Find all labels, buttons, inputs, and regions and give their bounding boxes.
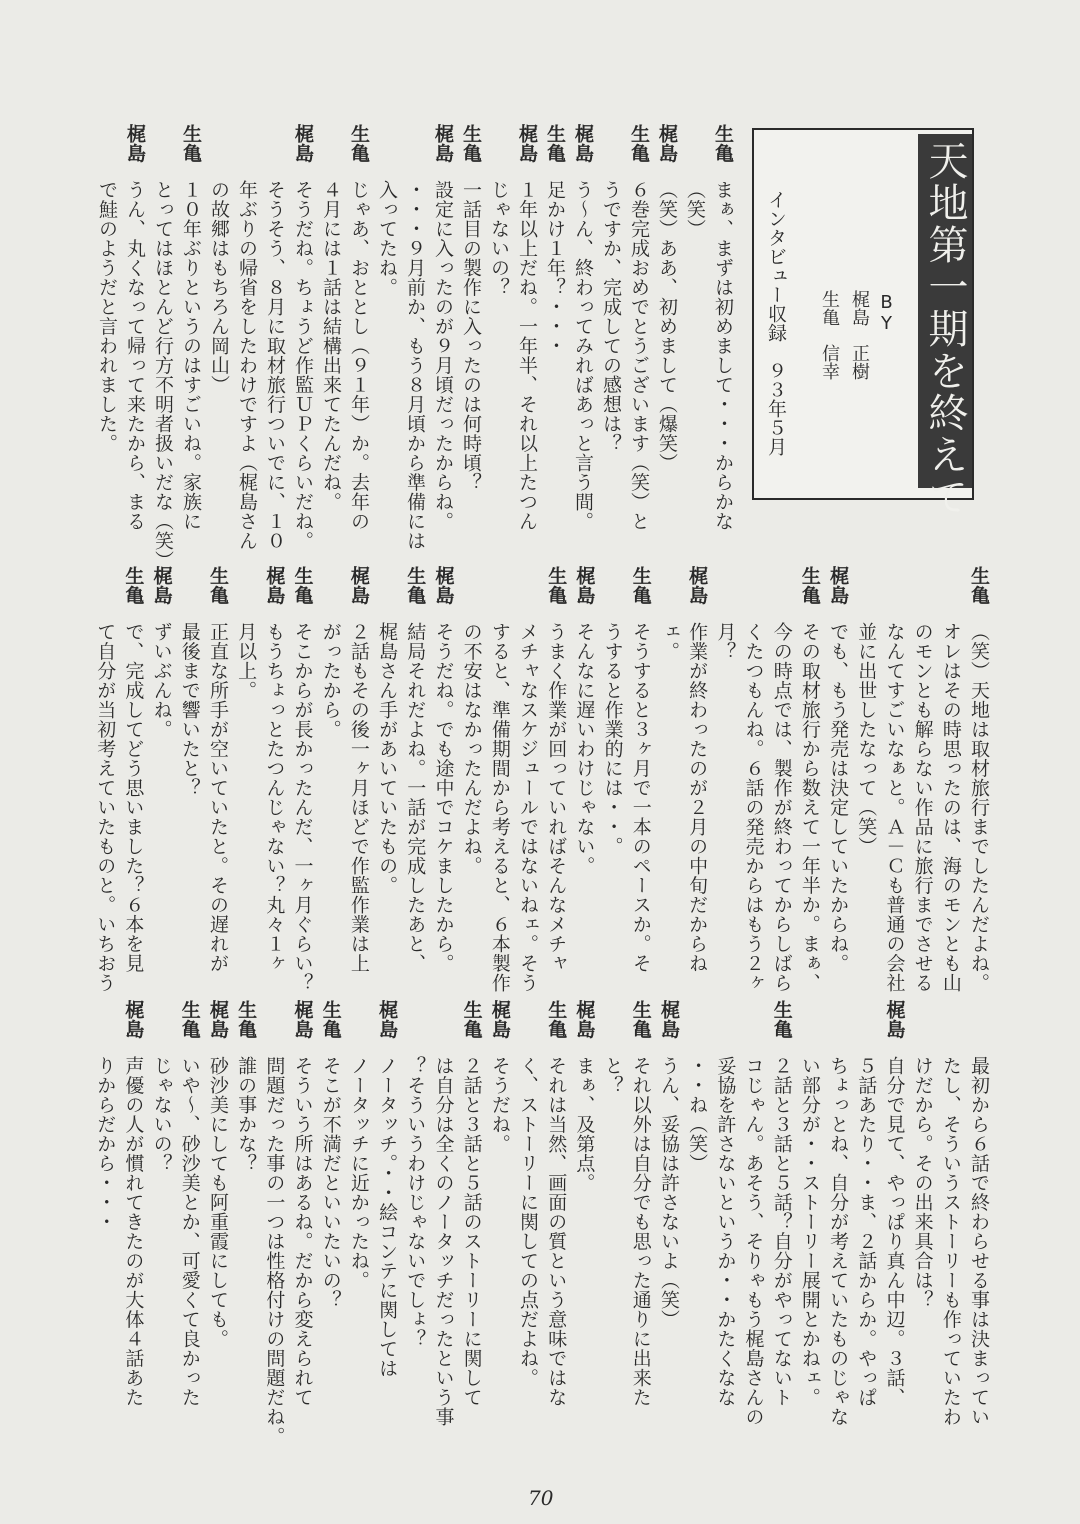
dialogue-line	[654, 124, 682, 570]
dialogue-line	[346, 566, 374, 993]
line-text: の不安はなかったんだよね。	[460, 622, 483, 876]
dialogue-line	[797, 566, 825, 993]
page-title: 天地第一期を終えて	[918, 134, 972, 488]
speaker-label: 梶島	[516, 124, 538, 163]
line-text: 誰の事かな？	[235, 1056, 258, 1173]
line-text: 結局それだよね。一話が完成したあと、	[404, 622, 427, 973]
dialogue-line	[486, 124, 514, 570]
dialogue-line	[261, 566, 289, 993]
line-text: ノータッチに近かったね。	[347, 1056, 370, 1290]
dialogue-line	[628, 566, 656, 993]
dialogue-line	[515, 566, 543, 993]
speaker-label: 生亀	[460, 124, 482, 163]
dialogue-line	[290, 124, 318, 570]
speaker-label: 生亀	[544, 124, 566, 163]
line-text: じゃないの？	[150, 1056, 173, 1173]
line-text: 月以上。	[235, 622, 258, 700]
dialogue-block-3	[92, 1000, 994, 1446]
dialogue-line	[402, 566, 430, 993]
line-text: ノータッチ。・・絵コンテに関しては	[376, 1056, 399, 1378]
dialogue-line	[570, 124, 598, 570]
line-text: まぁ、まずは初めまして・・・からかな	[712, 180, 734, 531]
dialogue-line	[712, 1000, 740, 1446]
line-text: とってはほとんど行方不明者扱いだな（笑）	[152, 180, 174, 570]
line-text: 梶島さん手があいていたもの。	[376, 622, 399, 895]
line-text: いや～、砂沙美とか、可愛くて良かった	[178, 1056, 201, 1407]
speaker-label: 梶島	[656, 124, 678, 163]
line-text: １０年ぶりというのはすごいね。家族に	[180, 180, 202, 531]
line-text: ５話あたり・・ま、２話からか。やっぱ	[855, 1056, 878, 1407]
dialogue-line	[148, 566, 176, 993]
speaker-label: 梶島	[150, 566, 173, 605]
dialogue-line	[853, 1000, 881, 1446]
dialogue-line	[430, 566, 458, 993]
line-text: ・・ね（笑）	[686, 1056, 709, 1173]
dialogue-line	[234, 124, 262, 570]
line-text: うん、妥協は許さないよ（笑）	[657, 1056, 680, 1329]
dialogue-line	[346, 1000, 374, 1446]
dialogue-line	[120, 566, 148, 993]
line-text: そういう所はあるね。だから変えられて	[291, 1056, 314, 1407]
line-text: 最後まで響いたと？	[178, 622, 201, 798]
line-text: て自分が当初考えていたものと。いちおう	[94, 622, 117, 993]
dialogue-line	[656, 1000, 684, 1446]
line-text: の故郷はもちろん岡山）	[208, 180, 230, 395]
line-text: すると、準備期間から考えると、６本製作	[488, 622, 511, 993]
dialogue-block-1	[94, 124, 738, 570]
dialogue-line	[92, 1000, 120, 1446]
line-text: メチャなスケジュールではないねェ。そう	[517, 622, 539, 993]
line-text: そこが不満だといいたいの？	[319, 1056, 342, 1310]
line-text: 最初から６話で終わらせる事は決まってい	[968, 1056, 990, 1427]
dialogue-line	[909, 1000, 937, 1446]
line-text: 一話目の製作に入ったのは何時頃？	[460, 180, 482, 492]
dialogue-line	[148, 1000, 176, 1446]
dialogue-line	[233, 1000, 261, 1446]
dialogue-line	[515, 1000, 543, 1446]
speaker-label: 生亀	[460, 1000, 483, 1039]
speaker-label: 梶島	[827, 566, 850, 605]
dialogue-line	[318, 1000, 346, 1446]
line-text: じゃあ、おととし（９１年）か。去年の	[348, 180, 370, 531]
line-text: と？	[601, 1056, 624, 1095]
speaker-label: 梶島	[573, 566, 596, 605]
line-text: で、完成してどう思いました？６本を見	[122, 622, 145, 973]
line-text: うすると作業的には・・。	[601, 622, 624, 856]
dialogue-line	[514, 124, 542, 570]
speaker-label: 生亀	[348, 124, 370, 163]
line-text: くたつもんね。６話の発売からはもう２ヶ	[742, 622, 765, 993]
line-text: まぁ、及第点。	[573, 1056, 596, 1193]
line-text: そんなに遅いわけじゃない。	[573, 622, 596, 876]
line-text: ４月には１話は結構出来てたんだね。	[320, 180, 342, 512]
dialogue-line	[150, 124, 178, 570]
speaker-label: 生亀	[235, 1000, 258, 1039]
dialogue-line	[402, 1000, 430, 1446]
line-text: ・・・９月前か、もう８月頃から準備には	[404, 180, 426, 551]
speaker-label: 梶島	[124, 124, 146, 163]
line-text: 入ってたね。	[376, 180, 398, 297]
line-text: 声優の人が慣れてきたのが大体４話あた	[122, 1056, 145, 1407]
line-text: 足かけ１年？・・・	[544, 180, 566, 356]
line-text: 問題だった事の一つは性格付けの問題だね。	[263, 1056, 286, 1446]
by-label: BY	[876, 292, 897, 334]
line-text: そうだね。ちょうど作監ＵＰくらいだね。	[292, 180, 314, 551]
dialogue-line	[289, 566, 317, 993]
dialogue-line	[571, 1000, 599, 1446]
dialogue-line	[206, 124, 234, 570]
speaker-label: 梶島	[432, 124, 454, 163]
page-number: 70	[528, 1486, 554, 1510]
speaker-label: 生亀	[628, 124, 650, 163]
speaker-label: 生亀	[291, 566, 314, 605]
line-text: そうすると３ヶ月で一本のペースか。そ	[629, 622, 652, 973]
speaker-label: 梶島	[291, 1000, 314, 1039]
line-text: けだから。その出来具合は？	[911, 1056, 934, 1310]
line-text: １年以上だね。一年半、それ以上たつん	[516, 180, 538, 531]
line-text: うん、丸くなって帰って来たから、まる	[124, 180, 146, 531]
dialogue-line	[656, 566, 684, 993]
dialogue-line	[712, 566, 740, 993]
dialogue-line	[487, 566, 515, 993]
speaker-label: 生亀	[404, 566, 427, 605]
dialogue-line	[684, 1000, 712, 1446]
dialogue-line	[682, 124, 710, 570]
dialogue-line	[909, 566, 937, 993]
dialogue-line	[262, 124, 290, 570]
dialogue-line	[797, 1000, 825, 1446]
line-text: コじゃん。あそう、そりゃもう梶島さんの	[742, 1056, 765, 1427]
speaker-label: 梶島	[488, 1000, 511, 1039]
line-text: その取材旅行から数えて一年半か。まぁ、	[798, 622, 821, 993]
dialogue-line	[825, 1000, 853, 1446]
dialogue-line	[374, 1000, 402, 1446]
line-text: ２話と３話と５話？自分がやってないト	[770, 1056, 793, 1407]
speaker-label: 梶島	[376, 1000, 399, 1039]
dialogue-line	[769, 566, 797, 993]
speaker-label: 梶島	[432, 566, 455, 605]
dialogue-line	[853, 566, 881, 993]
speaker-label: 梶島	[573, 1000, 596, 1039]
dialogue-line	[599, 566, 627, 993]
line-text: 砂沙美にしても阿重霞にしても。	[206, 1056, 229, 1349]
speaker-label: 生亀	[968, 566, 990, 605]
dialogue-line	[966, 1000, 994, 1446]
dialogue-line	[710, 124, 738, 570]
speaker-label: 梶島	[883, 1000, 906, 1039]
dialogue-line	[769, 1000, 797, 1446]
dialogue-line	[430, 1000, 458, 1446]
line-text: そうだね。でも途中でコケましたから。	[432, 622, 455, 973]
dialogue-line	[318, 566, 346, 993]
speaker-label: 生亀	[770, 1000, 793, 1039]
line-text: そこからが長かったんだ、一ヶ月ぐらい？	[291, 622, 314, 993]
line-text: たし、そういうストーリーも作っていたわ	[939, 1056, 962, 1427]
line-text: でも、もう発売は決定していたからね。	[827, 622, 850, 973]
speaker-label: 生亀	[180, 124, 202, 163]
dialogue-line	[374, 124, 402, 570]
dialogue-block-2	[92, 566, 994, 993]
dialogue-line	[938, 566, 966, 993]
dialogue-line	[205, 1000, 233, 1446]
dialogue-line	[120, 1000, 148, 1446]
line-text: ２話と３話と５話のストーリーに関して	[460, 1056, 483, 1407]
line-text: 妥協を許さないというか・・かたくなな	[714, 1056, 737, 1407]
dialogue-line	[122, 124, 150, 570]
line-text: じゃないの？	[488, 180, 510, 297]
line-text: ちょっとね、自分が考えていたものじゃな	[827, 1056, 850, 1427]
line-text: もうちょっとたつんじゃない？丸々１ヶ	[263, 622, 286, 973]
dialogue-line	[430, 124, 458, 570]
dialogue-line	[289, 1000, 317, 1446]
line-text: 今の時点では、製作が終わってからしばら	[770, 622, 793, 993]
speaker-label: 生亀	[545, 566, 568, 605]
line-text: は自分は全くのノータッチだったという事	[432, 1056, 455, 1427]
author-namekame: 生亀 信幸	[819, 290, 840, 380]
dialogue-line	[402, 124, 430, 570]
author-kajishima: 梶島 正樹	[849, 290, 870, 380]
dialogue-line	[543, 566, 571, 993]
line-text: ２話もその後一ヶ月ほどで作監作業は上	[347, 622, 370, 973]
dialogue-line	[938, 1000, 966, 1446]
line-text: （笑）天地は取材旅行までしたんだよね。	[968, 622, 990, 993]
speaker-label: 生亀	[319, 1000, 342, 1039]
speaker-label: 梶島	[206, 1000, 229, 1039]
line-text: ？そういうわけじゃないでしょ？	[404, 1056, 427, 1349]
line-text: そうそう、８月に取材旅行ついでに、１０	[264, 180, 286, 551]
speaker-label: 生亀	[712, 124, 734, 163]
speaker-label: 梶島	[292, 124, 314, 163]
speaker-label: 生亀	[206, 566, 229, 605]
speaker-label: 生亀	[629, 566, 652, 605]
speaker-label: 梶島	[347, 566, 370, 605]
dialogue-line	[177, 1000, 205, 1446]
dialogue-line	[178, 124, 206, 570]
line-text: 月？	[714, 622, 737, 661]
line-text: 正直な所手が空いていたと。その遅れが	[206, 622, 229, 973]
dialogue-line	[626, 124, 654, 570]
dialogue-line	[92, 566, 120, 993]
line-text: それは当然、画面の質という意味ではな	[545, 1056, 568, 1407]
dialogue-line	[543, 1000, 571, 1446]
dialogue-line	[571, 566, 599, 993]
speaker-label: 生亀	[798, 566, 821, 605]
line-text: う～ん、終わってみればあっと言う間。	[572, 180, 594, 531]
speaker-label: 梶島	[263, 566, 286, 605]
line-text: い部分が・・ストーリー展開とかねェ。	[798, 1056, 821, 1407]
line-text: うですか、完成しての感想は？	[600, 180, 622, 453]
dialogue-line	[740, 1000, 768, 1446]
line-text: 並に出世したなって（笑）	[855, 622, 878, 856]
dialogue-line	[374, 566, 402, 993]
line-text: オレはその時思ったのは、海のモンとも山	[939, 622, 962, 993]
dialogue-line	[458, 566, 486, 993]
speaker-label: 梶島	[572, 124, 594, 163]
dialogue-line	[318, 124, 346, 570]
line-text: 自分で見て、やっぱり真ん中辺。３話、	[883, 1056, 906, 1407]
dialogue-line	[966, 566, 994, 993]
line-text: なんてすごいなぁと。Ａ－Ｃも普通の会社	[883, 622, 906, 993]
speaker-label: 生亀	[122, 566, 145, 605]
dialogue-line	[94, 124, 122, 570]
line-text: （笑）	[684, 180, 706, 239]
dialogue-line	[881, 566, 909, 993]
dialogue-line	[205, 566, 233, 993]
dialogue-line	[599, 1000, 627, 1446]
dialogue-line	[825, 566, 853, 993]
dialogue-line	[261, 1000, 289, 1446]
dialogue-line	[881, 1000, 909, 1446]
line-text: そうだね。	[488, 1056, 511, 1154]
interview-date: インタビュー収録 ９３年５月	[765, 190, 787, 456]
line-text: うまく作業が回っていればそんなメチャ	[545, 622, 568, 973]
dialogue-line	[177, 566, 205, 993]
dialogue-line	[628, 1000, 656, 1446]
dialogue-line	[458, 124, 486, 570]
speaker-label: 生亀	[629, 1000, 652, 1039]
line-text: ６巻完成おめでとうございます（笑）と	[628, 180, 650, 531]
speaker-label: 梶島	[122, 1000, 145, 1039]
dialogue-line	[346, 124, 374, 570]
line-text: 年ぶりの帰省をしたわけですよ（梶島さん	[236, 180, 258, 551]
dialogue-line	[598, 124, 626, 570]
line-text: がったから。	[319, 622, 342, 739]
speaker-label: 生亀	[178, 1000, 201, 1039]
speaker-label: 梶島	[686, 566, 709, 605]
line-text: 作業が終わったのが２月の中旬だからね	[686, 622, 709, 973]
dialogue-line	[740, 566, 768, 993]
line-text: （笑）ああ、初めまして（爆笑）	[656, 180, 678, 473]
speaker-label: 梶島	[657, 1000, 680, 1039]
line-text: ずいぶんね。	[150, 622, 173, 739]
dialogue-line	[458, 1000, 486, 1446]
line-text: ェ。	[657, 622, 680, 661]
line-text: のモンとも解らない作品に旅行までさせる	[911, 622, 934, 993]
dialogue-line	[487, 1000, 515, 1446]
dialogue-line	[684, 566, 712, 993]
line-text: それ以外は自分でも思った通りに出来た	[629, 1056, 652, 1407]
dialogue-line	[542, 124, 570, 570]
line-text: で鮭のようだと言われました。	[96, 180, 118, 453]
line-text: りからだから・・・	[94, 1056, 117, 1232]
speaker-label: 生亀	[545, 1000, 568, 1039]
line-text: く、ストーリーに関しての点だよね。	[517, 1056, 539, 1388]
dialogue-line	[233, 566, 261, 993]
line-text: 設定に入ったのが９月頃だったからね。	[432, 180, 454, 531]
